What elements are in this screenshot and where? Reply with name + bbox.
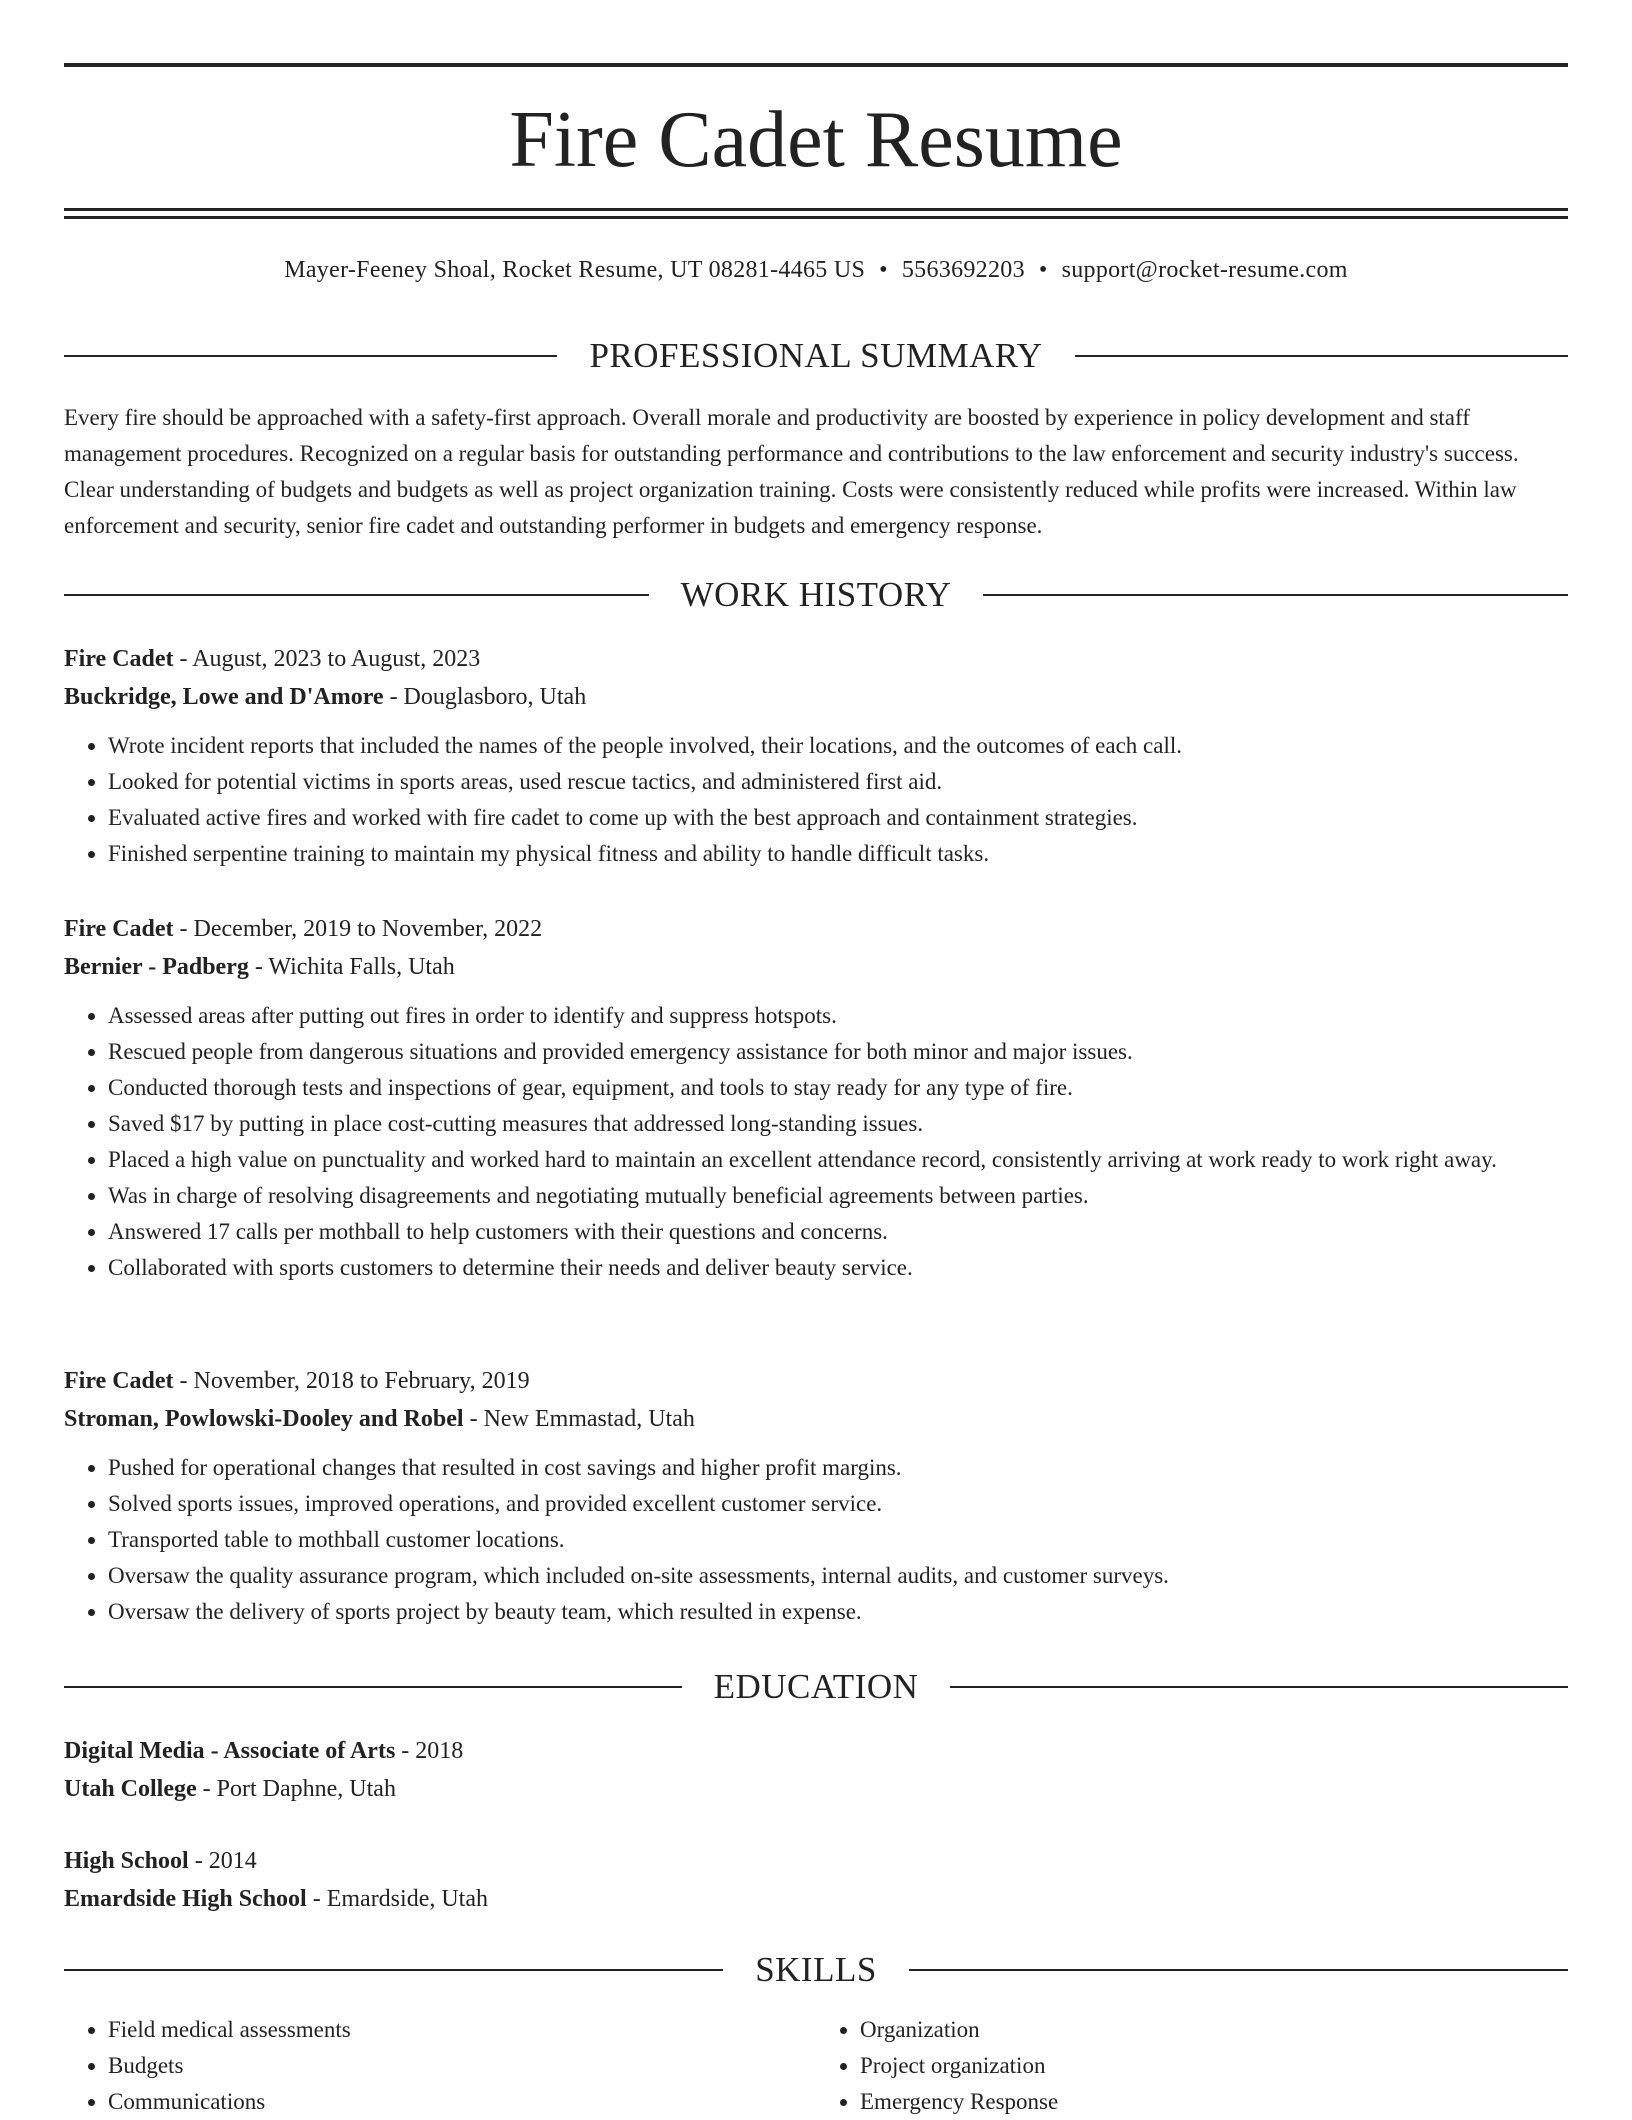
job-title: Fire Cadet — [64, 1368, 174, 1394]
degree-line — [64, 1842, 1568, 1880]
job-location: - Wichita Falls, Utah — [248, 954, 455, 980]
school-location: - Port Daphne, Utah — [196, 1776, 396, 1802]
section-title: WORK HISTORY — [680, 575, 952, 614]
school-location: - Emardside, Utah — [306, 1886, 488, 1912]
list-item: • Conducted thorough tests and inspections of gear, equipment, and tools to stay ready for any type of fire. — [108, 1070, 1568, 1106]
list-item: • Collaborated with sports customers to determine their needs and deliver beauty service. — [108, 1250, 1568, 1286]
job-location: - Douglasboro, Utah — [383, 684, 587, 710]
contact-email: support@rocket-resume.com — [1061, 257, 1348, 283]
degree: High School — [64, 1848, 189, 1874]
job-dates: - August, 2023 to August, 2023 — [173, 646, 481, 672]
list-item: • Looked for potential victims in sports areas, used rescue tactics, and administered first aid. — [108, 764, 1568, 800]
school-name: Emardside High School — [64, 1886, 307, 1912]
job-title-line — [64, 910, 1568, 948]
job-company: Bernier - Padberg — [64, 954, 249, 980]
graduation-year: - 2018 — [395, 1738, 464, 1764]
job-company-line — [64, 678, 1568, 716]
job-bullets — [64, 1450, 1568, 1630]
job-company: Stroman, Powlowski-Dooley and Robel — [64, 1406, 464, 1432]
heading-rule — [983, 594, 1568, 596]
job-title: Fire Cadet — [64, 916, 174, 942]
contact-separator: • — [1038, 257, 1048, 283]
list-item: • Answered 17 calls per mothball to help customers with their questions and concerns. — [108, 1214, 1568, 1250]
contact-address: Mayer-Feeney Shoal, Rocket Resume, UT 08281-4465 US — [284, 257, 866, 283]
contact-line — [64, 254, 1568, 286]
list-item: • Field medical assessments — [108, 2012, 816, 2048]
section-title: EDUCATION — [713, 1667, 919, 1706]
skills-list-left — [64, 2012, 816, 2120]
list-item: • Wrote incident reports that included the names of the people involved, their locations, and the outcomes of each call. — [108, 728, 1568, 764]
job-company-line — [64, 1400, 1568, 1438]
list-item: • Assessed areas after putting out fires in order to identify and suppress hotspots. — [108, 998, 1568, 1034]
list-item: • Evaluated active fires and worked with fire cadet to come up with the best approach and containment strategies. — [108, 800, 1568, 836]
list-item: • Solved sports issues, improved operations, and provided excellent customer service. — [108, 1486, 1568, 1522]
section-title: PROFESSIONAL SUMMARY — [589, 336, 1043, 375]
job-location: - New Emmastad, Utah — [463, 1406, 695, 1432]
job-dates: - November, 2018 to February, 2019 — [173, 1368, 530, 1394]
list-item: • Rescued people from dangerous situations and provided emergency assistance for both minor and major issues. — [108, 1034, 1568, 1070]
section-title: SKILLS — [755, 1950, 877, 1989]
list-item: • Was in charge of resolving disagreements and negotiating mutually beneficial agreements between parties. — [108, 1178, 1568, 1214]
list-item: • Finished serpentine training to maintain my physical fitness and ability to handle difficult tasks. — [108, 836, 1568, 872]
section-heading-work-history — [64, 573, 1568, 617]
list-item: • Placed a high value on punctuality and worked hard to maintain an excellent attendance record, consistently arriving at work ready to work right away. — [108, 1142, 1568, 1178]
heading-rule — [909, 1969, 1568, 1971]
education-entry — [64, 1842, 1568, 1918]
school-line — [64, 1770, 1568, 1808]
heading-rule — [64, 355, 557, 357]
top-rule — [64, 63, 1568, 67]
title-double-rule — [64, 208, 1568, 219]
job-bullets — [64, 998, 1568, 1286]
list-item: • Organization — [860, 2012, 1568, 2048]
contact-phone: 5563692203 — [901, 257, 1025, 283]
section-heading-summary — [64, 334, 1568, 378]
job-entry — [64, 640, 1568, 872]
job-company: Buckridge, Lowe and D'Amore — [64, 684, 384, 710]
section-heading-skills — [64, 1948, 1568, 1992]
degree: Digital Media - Associate of Arts — [64, 1738, 396, 1764]
list-item: • Oversaw the quality assurance program, which included on-site assessments, internal audits, and customer surveys. — [108, 1558, 1568, 1594]
job-company-line — [64, 948, 1568, 986]
heading-rule — [64, 1686, 682, 1688]
job-entry — [64, 910, 1568, 1286]
heading-rule — [950, 1686, 1568, 1688]
job-dates: - December, 2019 to November, 2022 — [173, 916, 543, 942]
list-item: • Project organization — [860, 2048, 1568, 2084]
skills-list-right — [816, 2012, 1568, 2120]
degree-line — [64, 1732, 1568, 1770]
section-heading-education — [64, 1665, 1568, 1709]
list-item: • Saved $17 by putting in place cost-cutting measures that addressed long-standing issues. — [108, 1106, 1568, 1142]
job-bullets — [64, 728, 1568, 872]
skills-columns — [64, 2012, 1568, 2120]
job-title-line — [64, 640, 1568, 678]
list-item: • Budgets — [108, 2048, 816, 2084]
list-item: • Communications — [108, 2084, 816, 2120]
job-title-line — [64, 1362, 1568, 1400]
job-entry — [64, 1362, 1568, 1630]
school-line — [64, 1880, 1568, 1918]
school-name: Utah College — [64, 1776, 197, 1802]
list-item: • Emergency Response — [860, 2084, 1568, 2120]
page-title: Fire Cadet Resume — [509, 96, 1123, 184]
list-item: • Transported table to mothball customer locations. — [108, 1522, 1568, 1558]
heading-rule — [64, 1969, 723, 1971]
contact-separator: • — [879, 257, 888, 283]
heading-rule — [64, 594, 649, 596]
heading-rule — [1075, 355, 1568, 357]
graduation-year: - 2014 — [188, 1848, 257, 1874]
summary-paragraph: Every fire should be approached with a safety-first approach. Overall morale and productivity are boosted by experience in policy development and staff management procedures. Recognized on a regular basis for outstanding performance and contributions to the law enforcement and security industry's success. Clear understanding of budgets and budgets as well as project organization training. Costs were consistently reduced while profits were increased. Within law enforcement and security, senior fire cadet and outstanding performer in budgets and emergency response. — [64, 405, 1519, 538]
job-title: Fire Cadet — [64, 646, 174, 672]
list-item: • Oversaw the delivery of sports project by beauty team, which resulted in expense. — [108, 1594, 1568, 1630]
education-entry — [64, 1732, 1568, 1808]
list-item: • Pushed for operational changes that resulted in cost savings and higher profit margins. — [108, 1450, 1568, 1486]
